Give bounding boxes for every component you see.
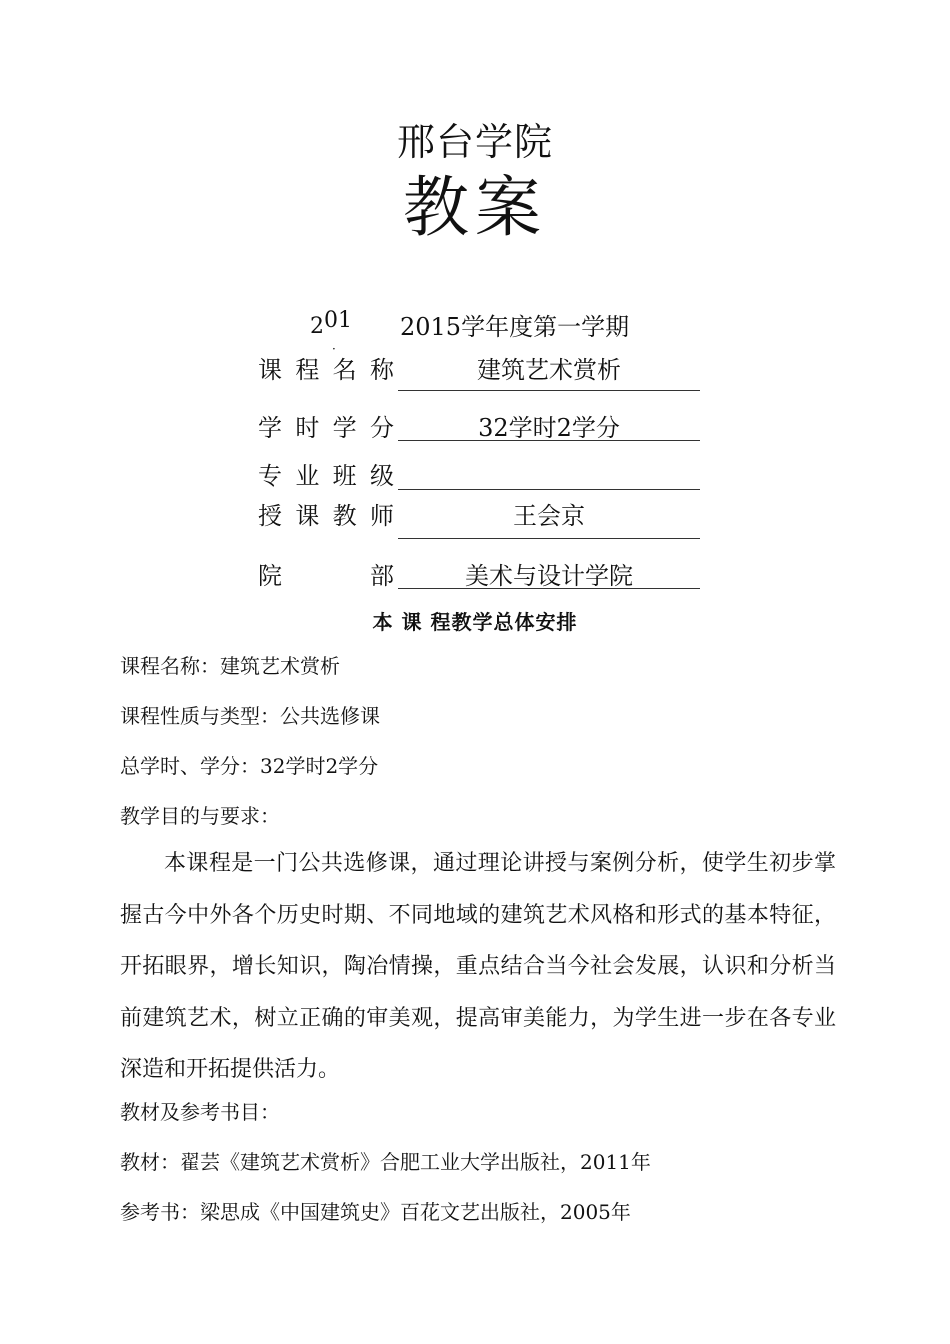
reference-line: 参考书：梁思成《中国建筑史》百花文艺出版社，2005年 [120, 1200, 631, 1224]
year-prefix [310, 308, 352, 356]
year-prefix-sup: 01 [324, 308, 352, 333]
year-prefix-dot: · [332, 342, 336, 356]
document-title: 教案 [403, 169, 547, 246]
label-char: 业 [295, 462, 320, 490]
label-char: 专 [258, 462, 282, 490]
label-char: 师 [369, 502, 394, 530]
textbook-line: 教材：翟芸《建筑艺术赏析》合肥工业大学出版社，2011年 [120, 1150, 651, 1174]
goals-paragraph: 本课程是一门公共选修课，通过理论讲授与案例分析，使学生初步掌握古今中外各个历史时期、不同地域的建筑艺术风格和形式的基本特征，开拓眼界，增长知识，陶冶情操，重点结合当今社会发展，认识和分析当前建筑艺术，树立正确的审美观，提高审美能力，为学生进一步在各专业深造和开拓提供活力。 [120, 851, 836, 1082]
field-underline [398, 390, 700, 391]
label-char: 教 [332, 502, 357, 530]
year-prefix-main: 2 [310, 314, 324, 339]
field-underline [398, 440, 700, 441]
label-char: 程 [295, 356, 320, 384]
field-label-course-name [258, 354, 394, 386]
label-char: 部 [370, 562, 394, 590]
label-char: 班 [332, 462, 357, 490]
field-value-course-name: 建筑艺术赏析 [477, 356, 621, 384]
field-underline [398, 538, 700, 539]
field-label-hours-credits [258, 412, 394, 444]
school-name: 邢台学院 [396, 120, 553, 164]
label-char: 学 [332, 414, 357, 442]
term-text: 2015学年度第一学期 [400, 313, 630, 341]
label-char: 院 [258, 562, 282, 590]
books-heading: 教材及参考书目： [120, 1100, 280, 1124]
hours-credits-line: 总学时、学分：32学时2学分 [120, 754, 379, 778]
label-char: 称 [369, 356, 394, 384]
label-char: 学 [258, 414, 282, 442]
field-label-department [258, 560, 394, 592]
field-label-major-class [258, 460, 394, 492]
label-char: 分 [369, 414, 394, 442]
label-char: 时 [295, 414, 320, 442]
field-underline [398, 588, 700, 589]
field-label-teacher [258, 500, 394, 532]
label-char: 课 [295, 502, 320, 530]
goals-heading: 教学目的与要求： [120, 804, 280, 828]
section-title: 本 课 程教学总体安排 [372, 610, 578, 634]
course-type-line: 课程性质与类型：公共选修课 [120, 704, 380, 728]
field-value-hours-credits: 32学时2学分 [478, 414, 620, 442]
field-underline [398, 489, 700, 490]
label-char: 授 [258, 502, 282, 530]
course-name-line: 课程名称：建筑艺术赏析 [120, 654, 340, 678]
label-char: 名 [332, 356, 357, 384]
field-value-teacher: 王会京 [513, 502, 585, 530]
label-char: 课 [258, 356, 282, 384]
label-char: 级 [369, 462, 394, 490]
field-value-department: 美术与设计学院 [465, 562, 633, 590]
